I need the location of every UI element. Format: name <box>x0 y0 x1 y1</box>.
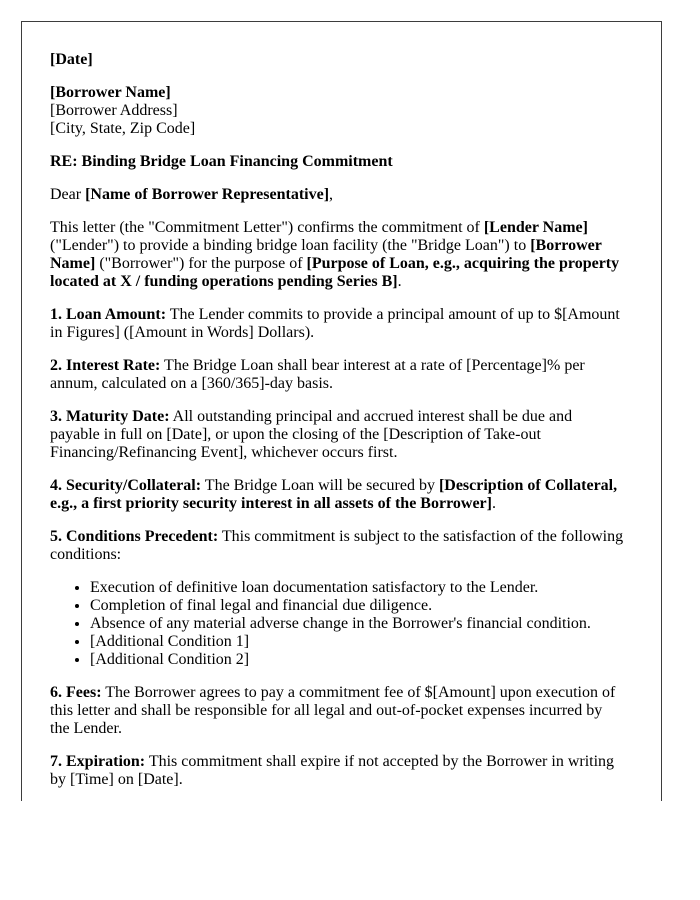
subject-text: RE: Binding Bridge Loan Financing Commitment <box>50 153 393 170</box>
salutation <box>50 186 625 204</box>
purpose-placeholder: [Purpose of Loan, e.g., acquiring the property located at X / funding operations pending Series B] <box>50 255 620 290</box>
section-maturity-date <box>50 408 625 462</box>
section-title: 6. Fees: <box>50 684 102 701</box>
section-body: . <box>491 495 496 512</box>
section-expiration <box>50 753 625 789</box>
section-loan-amount <box>50 306 625 342</box>
date-placeholder: [Date] <box>50 51 93 68</box>
list-item: • Execution of definitive loan documentation satisfactory to the Lender. <box>90 579 625 597</box>
section-body: All outstanding principal and accrued interest shall be due and payable in full on [Date], or upon the closing of the [Description of Take-out Financing/Refinancing Event], whichever occurs first. <box>50 408 573 461</box>
borrower-name-placeholder: [Borrower Name] <box>50 237 602 272</box>
collateral-placeholder: [Description of Collateral, e.g., a first priority security interest in all assets of the Borrower] <box>50 477 618 512</box>
conditions-list <box>50 579 625 669</box>
list-item: • Absence of any material adverse change in the Borrower's financial condition. <box>90 615 625 633</box>
date-line <box>50 51 625 69</box>
section-title: 7. Expiration: <box>50 753 146 770</box>
lender-name-placeholder: [Lender Name] <box>483 219 588 236</box>
salutation-comma: , <box>329 186 334 203</box>
section-title: 4. Security/Collateral: <box>50 477 202 494</box>
recipient-address: [Borrower Address] <box>50 102 178 119</box>
section-interest-rate <box>50 357 625 393</box>
section-body: The Bridge Loan will be secured by <box>201 477 439 494</box>
intro-paragraph <box>50 219 625 291</box>
section-body: The Lender commits to provide a principal amount of up to $[Amount in Figures] ([Amount in Words] Dollars). <box>50 306 620 341</box>
section-body: The Borrower agrees to pay a commitment fee of $[Amount] upon execution of this letter and shall be responsible for all legal and out-of-pocket expenses incurred by the Lender. <box>50 684 616 737</box>
section-security-collateral <box>50 477 625 513</box>
section-title: 2. Interest Rate: <box>50 357 161 374</box>
salutation-name-placeholder: [Name of Borrower Representative] <box>85 186 330 203</box>
intro-seg: . <box>397 273 402 290</box>
section-conditions-precedent <box>50 528 625 564</box>
subject-line <box>50 153 625 171</box>
section-body: This commitment is subject to the satisfaction of the following conditions: <box>50 528 624 563</box>
recipient-city: [City, State, Zip Code] <box>50 120 196 137</box>
section-body: This commitment shall expire if not accepted by the Borrower in writing by [Time] on [Date]. <box>50 753 615 788</box>
section-title: 3. Maturity Date: <box>50 408 170 425</box>
section-fees <box>50 684 625 738</box>
recipient-name: [Borrower Name] <box>50 84 171 101</box>
letter-page <box>21 21 662 801</box>
intro-seg: ("Borrower") for the purpose of <box>95 255 307 272</box>
section-title: 1. Loan Amount: <box>50 306 167 323</box>
list-item: • Completion of final legal and financial due diligence. <box>90 597 625 615</box>
salutation-prefix: Dear <box>50 186 86 203</box>
section-title: 5. Conditions Precedent: <box>50 528 219 545</box>
list-item: • [Additional Condition 1] <box>90 633 625 651</box>
intro-seg: ("Lender") to provide a binding bridge loan facility (the "Bridge Loan") to <box>50 237 531 254</box>
section-body: The Bridge Loan shall bear interest at a rate of [Percentage]% per annum, calculated on a [360/365]-day basis. <box>50 357 585 392</box>
list-item: • [Additional Condition 2] <box>90 651 625 669</box>
intro-seg: This letter (the "Commitment Letter") confirms the commitment of <box>50 219 484 236</box>
recipient-block <box>50 84 625 138</box>
